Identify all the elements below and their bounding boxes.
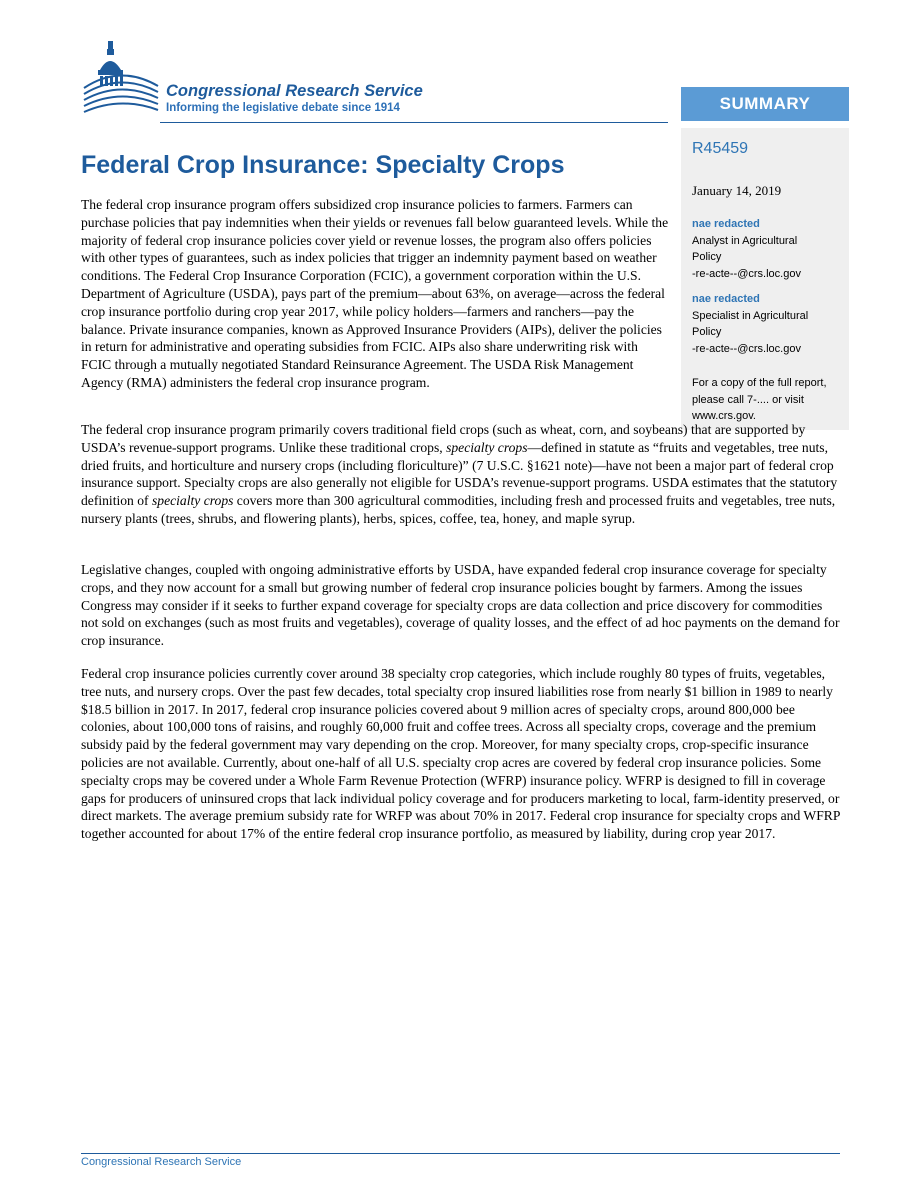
summary-sidebar — [681, 128, 849, 430]
footer-divider — [81, 1153, 840, 1154]
org-tagline: Informing the legislative debate since 1914 — [166, 102, 400, 114]
summary-tab: SUMMARY — [681, 87, 849, 121]
footer-org-name: Congressional Research Service — [81, 1156, 242, 1168]
report-number: R45459 — [692, 140, 749, 157]
author-email[interactable]: -re-acte--@crs.loc.gov — [692, 267, 801, 280]
crs-logo — [80, 36, 480, 120]
page-title: Federal Crop Insurance: Specialty Crops — [81, 151, 565, 179]
author-card — [692, 291, 847, 357]
author-card — [692, 216, 847, 282]
paragraph-text: —defined in statute as “fruits and vegetables, tree nuts, dried fruits, and horticulture and nursery crops (including floriculture)” (7 U.S.C. §1621 note)—have not been a major part of federal crop insurance support. Specialty crops are also generally not eligible for USDA’s revenue-support programs. USDA estimates that the statutory definition of — [81, 439, 838, 509]
paragraph-text: covers more than 300 agricultural commodities, including fresh and processed fruits and vegetables, tree nuts, nursery plants (trees, shrubs, and flowering plants), herbs, spices, coffee, tea, honey, and maple syrup. — [81, 493, 836, 526]
author-email[interactable]: -re-acte--@crs.loc.gov — [692, 342, 801, 355]
report-date: January 14, 2019 — [692, 183, 782, 198]
author-title-line: Specialist in Agricultural — [692, 309, 809, 322]
summary-paragraph: The federal crop insurance program offers subsidized crop insurance policies to farmers. Farmers can purchase policies that pay indemnities when their yields or revenues fall below guaranteed levels. While the majority of federal crop insurance policies cover yield or revenue losses, the program also offers policies with other types of guarantees, such as index policies that trigger an indemnity payment based on weather conditions. The Federal Crop Insurance Corporation (FCIC), a government corporation within the U.S. Department of Agriculture (USDA), pays part of the premium—about 63%, on average—across the federal crop insurance portfolio during crop year 2017, while policy holders—farmers and ranchers—pay the balance. Private insurance companies, known as Approved Insurance Providers (AIPs), deliver the policies in return for administrative and operating subsidies from FCIC. AIPs also share underwriting risk with FCIC through a mutually negotiated Standard Reinsurance Agreement. The USDA Risk Management Agency (RMA) administers the federal crop insurance program. — [81, 197, 669, 390]
capitol-dome-icon — [80, 36, 160, 120]
author-title-line: Analyst in Agricultural — [692, 234, 798, 247]
paragraph-text: The federal crop insurance program primarily covers traditional field crops (such as wheat, corn, and soybeans) that are supported by USDA’s revenue-support programs. Unlike these traditional crops, — [81, 422, 806, 455]
author-title-line: Policy — [692, 251, 722, 263]
org-name: Congressional Research Service — [166, 82, 423, 100]
emphasis-term: specialty crops — [446, 439, 528, 455]
summary-paragraph — [81, 421, 843, 528]
author-name[interactable]: nae redacted — [692, 218, 760, 230]
summary-paragraph: Federal crop insurance policies currently cover around 38 specialty crop categories, which include roughly 80 types of fruits, vegetables, tree nuts, and nursery crops. Over the past few decades, total specialty crop insured liabilities rose from nearly $1 billion in 1989 to nearly $18.5 billion in 2017. In 2017, federal crop insurance policies covered about 9 million acres of specialty crops, around 800,000 bee colonies, about 100,000 tons of raisins, and roughly 60,000 fruit and coffee trees. Across all specialty crops, coverage and the premium subsidy paid by the federal government may vary depending on the crop. Moreover, for many specialty crops, crop-specific insurance policies are not available. Currently, about one-half of all U.S. specialty crop acres are covered by federal crop insurance policies. Some specialty crops may be covered under a Whole Farm Revenue Protection (WFRP) insurance policy. WFRP is designed to fill in coverage gaps for producers of uninsured crops that lack individual policy coverage and for producers marketing to local, farm-identity preserved, or direct markets. The average premium subsidy rate for WRFP was about 70% in 2017. Federal crop insurance for specialty crops and WFRP together accounted for about 17% of the entire federal crop insurance portfolio, as measured by liability, during crop year 2017. — [81, 666, 840, 842]
copy-request-note: For a copy of the full report, please call 7-.... or visit www.crs.gov. — [692, 377, 827, 422]
author-name[interactable]: nae redacted — [692, 293, 760, 305]
emphasis-term: specialty crops — [151, 493, 234, 509]
summary-paragraph: Legislative changes, coupled with ongoing administrative efforts by USDA, have expanded federal crop insurance coverage for specialty crops, and they now account for a small but growing number of federal crop insurance policies bought by farmers. Among the issues Congress may consider if it seeks to further expand coverage for specialty crops are data collection and price discovery for commodities not sold on exchanges (such as most fruits and vegetables), coverage of quality losses, and the effect of ad hoc payments on the demand for crop insurance. — [81, 562, 840, 649]
author-title-line: Policy — [692, 326, 722, 338]
header-divider — [160, 122, 668, 123]
